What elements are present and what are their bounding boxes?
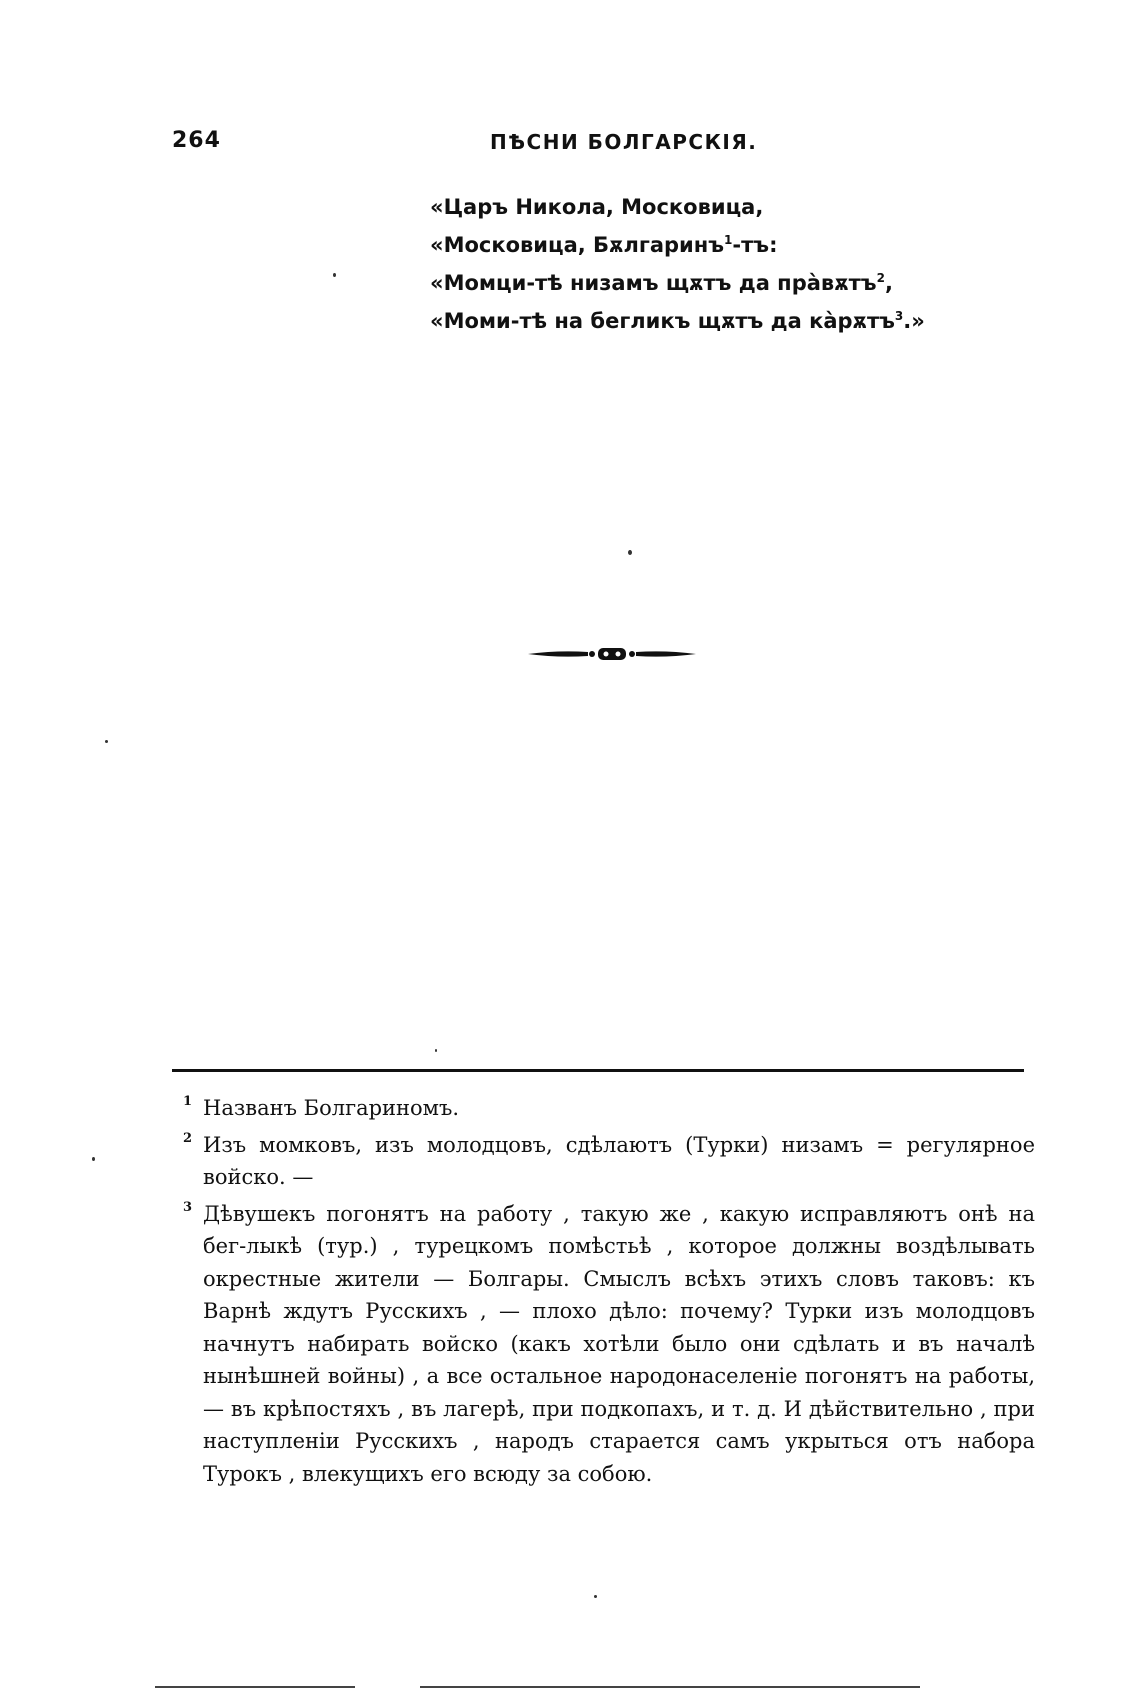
scan-speck [628, 550, 632, 555]
page-number: 264 [172, 128, 221, 153]
footnote-ref-2: 2 [876, 271, 885, 285]
scan-edge-line [420, 1686, 920, 1688]
footnote-mark: 2 [183, 1130, 193, 1146]
footnote-text: Дѣвушекъ погонятъ на работу , такую же , какую исправляютъ онѣ на бег-лыкѣ (тур.) , турецкомъ помѣстьѣ , которое должны воздѣлывать окрестные жители — Болгары. Смыслъ всѣхъ этихъ словъ таковъ: къ Варнѣ ждутъ Русскихъ , — плохо дѣло: почему? Турки изъ молодцовъ начнутъ набирать войско (какъ хотѣли было они сдѣлать и въ началѣ нынѣшней войны) , а все остальное народонаселеніе погонятъ на работы, — въ крѣпостяхъ , въ лагерѣ, при подкопахъ, и т. д. И дѣйствительно , при наступленіи Русскихъ , народъ старается самъ укрыться отъ набора Турокъ , влекущихъ его всюду за собою. [203, 1201, 1035, 1486]
footnote-mark: 3 [183, 1199, 193, 1215]
verse-block [430, 188, 925, 340]
verse-line-2-tail: -тъ: [732, 233, 778, 257]
footnote-ref-1: 1 [724, 233, 733, 247]
verse-line-3-tail: , [884, 271, 893, 295]
verse-line-1: «Царъ Никола, Московица, [430, 195, 764, 219]
verse-line-2-text: «Московица, Бѫлгаринъ [430, 233, 725, 257]
verse-line-4-text: «Моми-тѣ на бегликъ щѫтъ да кàрѫтъ [430, 309, 895, 333]
scan-speck [92, 1157, 95, 1161]
footnote-3 [183, 1198, 1035, 1491]
footnote-1 [183, 1092, 1035, 1125]
verse-line-4-tail: .» [903, 309, 925, 333]
footnote-2 [183, 1129, 1035, 1194]
verse-line-3 [430, 264, 925, 302]
verse-line-4 [430, 302, 925, 340]
scan-speck [333, 273, 336, 277]
footnote-mark: 1 [183, 1094, 193, 1109]
footnote-text: Изъ момковъ, изъ молодцовъ, сдѣлаютъ (Турки) низамъ = регулярное войско. — [203, 1132, 1035, 1189]
scan-speck [105, 740, 108, 743]
section-ornament [528, 644, 696, 664]
footnote-divider [172, 1069, 1024, 1072]
verse-line-3-text: «Момци-тѣ низамъ щѫтъ да прàвѫтъ [430, 271, 877, 295]
footnote-ref-3: 3 [894, 309, 904, 323]
footnote-text: Названъ Болгариномъ. [203, 1096, 460, 1120]
scan-edge-line [155, 1686, 355, 1688]
scan-speck [594, 1595, 597, 1598]
running-header: ПѢСНИ БОЛГАРСКІЯ. [490, 130, 758, 154]
footnotes [183, 1092, 1035, 1494]
verse-line-2 [430, 226, 925, 264]
scan-speck [435, 1049, 437, 1052]
